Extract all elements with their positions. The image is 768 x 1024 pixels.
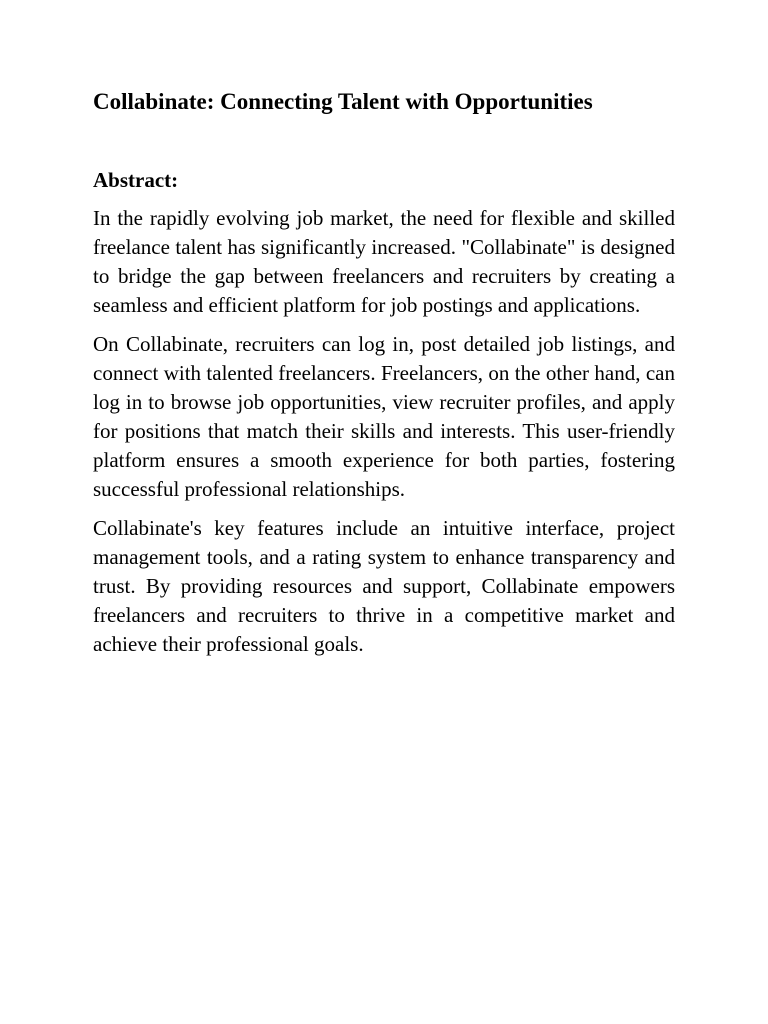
abstract-paragraph-1: In the rapidly evolving job market, the need for flexible and skilled freelance talent has significantly increased. "Collabinate" is designed to bridge the gap between freelancers and recruiters by creating a seamless and efficient platform for job postings and applications. bbox=[93, 206, 675, 317]
abstract-heading: Abstract: bbox=[93, 168, 179, 192]
abstract-paragraph-3: Collabinate's key features include an intuitive interface, project management tools, and a rating system to enhance transparency and trust. By providing resources and support, Collabinate empowers freelancers and recruiters to thrive in a competitive market and achieve their professional goals. bbox=[93, 516, 675, 656]
document-title: Collabinate: Connecting Talent with Opportunities bbox=[93, 89, 593, 114]
abstract-paragraph-2: On Collabinate, recruiters can log in, post detailed job listings, and connect with talented freelancers. Freelancers, on the other hand, can log in to browse job opportunities, view recruiter profiles, and apply for positions that match their skills and interests. This user-friendly platform ensures a smooth experience for both parties, fostering successful professional relationships. bbox=[93, 332, 675, 501]
document-body bbox=[93, 86, 675, 659]
